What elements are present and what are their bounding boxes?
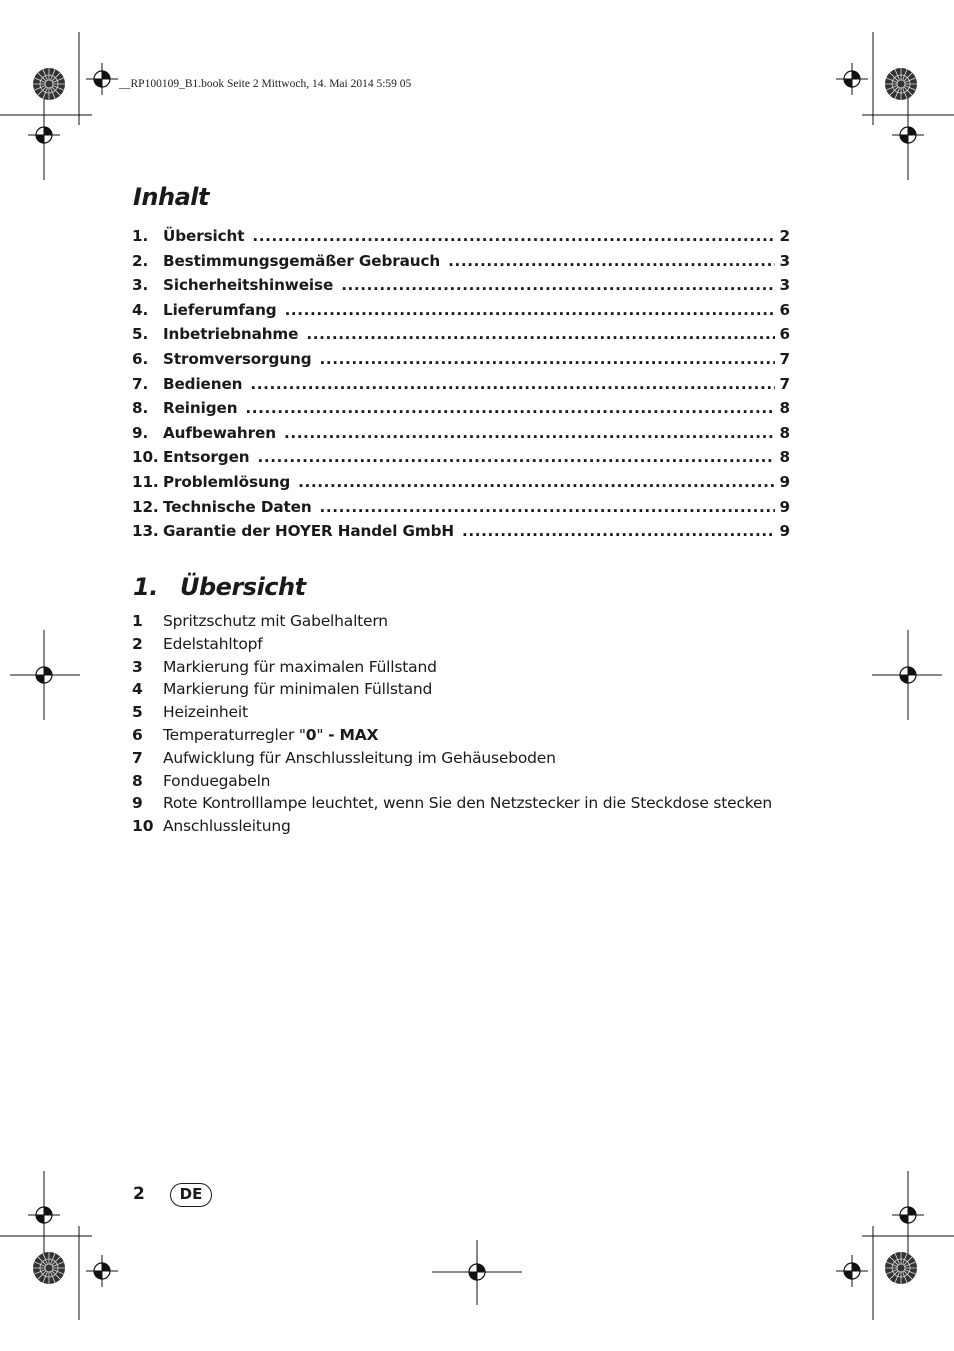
toc-entry-page: 9 [779,472,790,491]
file-header: __RP100109_B1.book Seite 2 Mittwoch, 14. Mai 2014 5:59 05 [119,78,412,90]
toc-entry-page: 3 [779,276,790,295]
toc-entry-title: Bestimmungsgemäßer Gebrauch [163,251,441,270]
toc-entry-number: 5. [132,325,149,344]
part-description: Fonduegabeln [163,771,271,790]
toc-leader-dots [448,252,774,270]
toc-entry-page: 3 [779,251,790,270]
toc-entry-number: 8. [132,399,149,418]
part-description: Markierung für minimalen Füllstand [163,680,433,699]
part-number: 9 [132,794,143,813]
toc-entry-number: 7. [132,374,149,393]
table-of-contents [132,227,790,547]
toc-entry-page: 8 [779,448,790,467]
part-number: 4 [132,680,143,699]
part-description [163,726,378,744]
toc-entry-number: 1. [132,227,149,245]
part-item [132,612,812,635]
part-number: 3 [132,657,143,676]
parts-list [132,612,812,840]
toc-entry-page: 6 [779,325,790,344]
toc-leader-dots [298,473,774,491]
toc-entry [132,301,790,326]
part-item [132,635,812,658]
part-item [132,703,812,726]
part-description-bold: - MAX [328,725,379,744]
toc-entry-page: 7 [779,374,790,393]
toc-leader-dots [250,375,774,393]
toc-entry-title: Problemlösung [163,472,291,491]
toc-entry-number: 9. [132,423,149,442]
part-description: Rote Kontrolllampe leuchtet, wenn Sie den Netzstecker in die Steckdose stecken [163,794,772,813]
part-description: Anschlussleitung [163,817,291,836]
toc-entry [132,252,790,277]
toc-leader-dots [258,448,775,466]
part-description: Aufwicklung für Anschlussleitung im Gehäuseboden [163,748,556,767]
part-item [132,794,812,817]
part-item [132,749,812,772]
toc-leader-dots [319,350,774,368]
part-description: Spritzschutz mit Gabelhaltern [163,612,388,630]
toc-entry-page: 7 [779,349,790,368]
toc-leader-dots [284,424,775,442]
toc-leader-dots [341,276,774,294]
toc-entry [132,424,790,449]
toc-entry-number: 3. [132,276,149,295]
toc-entry-page: 6 [779,300,790,319]
toc-entry-page: 8 [779,423,790,442]
toc-entry-title: Lieferumfang [163,300,277,319]
toc-heading: Inhalt [133,183,209,211]
toc-entry [132,473,790,498]
part-description-bold: 0 [305,725,317,744]
section-title: Übersicht [180,573,306,601]
toc-entry [132,498,790,523]
toc-entry [132,448,790,473]
toc-entry [132,227,790,252]
toc-entry [132,276,790,301]
toc-entry-title: Garantie der HOYER Handel GmbH [163,522,455,541]
toc-entry [132,325,790,350]
toc-entry-title: Sicherheitshinweise [163,276,334,295]
toc-entry-number: 11. [132,472,159,491]
toc-entry [132,375,790,400]
toc-entry-title: Aufbewahren [163,423,276,442]
toc-entry [132,522,790,547]
toc-entry-number: 4. [132,300,149,319]
toc-entry-number: 10. [132,448,159,467]
part-number: 8 [132,771,143,790]
page-number: 2 [133,1184,145,1204]
toc-entry-title: Entsorgen [163,448,250,467]
part-description-prefix: Temperaturregler " [163,725,306,744]
part-number: 2 [132,634,143,653]
part-number: 7 [132,748,143,767]
toc-entry-title: Reinigen [163,399,238,418]
toc-leader-dots [245,399,774,417]
toc-entry-number: 6. [132,349,149,368]
toc-entry-number: 2. [132,251,149,270]
part-description-middle: " [316,725,329,744]
toc-entry-title: Übersicht [163,227,245,245]
toc-entry-page: 8 [779,399,790,418]
part-description: Edelstahltopf [163,634,263,653]
part-description: Heizeinheit [163,703,248,722]
part-description: Markierung für maximalen Füllstand [163,657,437,676]
section-number: 1. [133,573,158,601]
toc-entry-number: 13. [132,522,159,541]
part-number: 1 [132,612,143,630]
language-badge: DE [170,1183,212,1207]
part-item [132,658,812,681]
part-item [132,726,812,749]
toc-entry-page: 9 [779,522,790,541]
toc-leader-dots [320,498,775,516]
part-number: 5 [132,703,143,722]
toc-entry-title: Bedienen [163,374,243,393]
toc-entry [132,350,790,375]
part-item [132,772,812,795]
part-item [132,817,812,840]
section-heading [133,573,306,601]
toc-leader-dots [306,325,774,343]
toc-entry-title: Inbetriebnahme [163,325,299,344]
toc-leader-dots [285,301,775,319]
toc-entry [132,399,790,424]
toc-entry-page: 2 [779,227,790,245]
toc-entry-title: Stromversorgung [163,349,312,368]
toc-leader-dots [252,227,774,245]
part-number: 6 [132,725,143,744]
toc-entry-title: Technische Daten [163,497,312,516]
toc-leader-dots [462,522,775,540]
part-item [132,680,812,703]
part-number: 10 [132,817,154,836]
toc-entry-page: 9 [779,497,790,516]
toc-entry-number: 12. [132,497,159,516]
